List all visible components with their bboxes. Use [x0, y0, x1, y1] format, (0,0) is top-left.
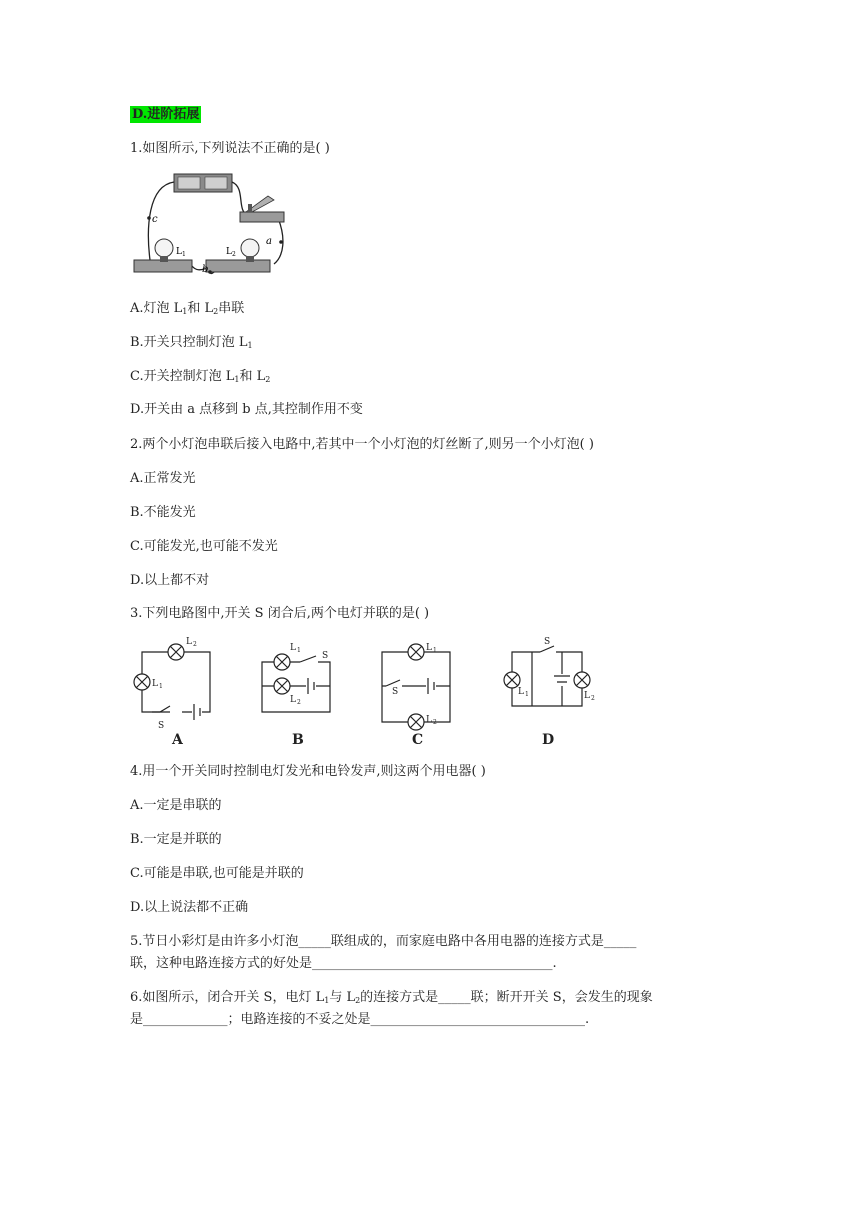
- svg-text:L: L: [290, 695, 296, 705]
- q4-stem: 4.用一个开关同时控制电灯发光和电铃发声,则这两个用电器( ): [130, 764, 486, 779]
- q6-line2: 是_____________；电路连接的不妥之处是_________________________________.: [130, 1012, 590, 1027]
- q1-option-c: C.开关控制灯泡 $L_1$和 $L_2$: [130, 369, 271, 384]
- q1-circuit-figure: [128, 168, 296, 280]
- svg-text:2: 2: [193, 641, 197, 648]
- q3-circuit-diagrams: [130, 636, 610, 748]
- svg-text:L: L: [518, 687, 524, 697]
- q6-line1: 6.如图所示，闭合开关 S，电灯 $L_1$与 $L_2$的连接方式是_____联；断开开关 S，会发生的现象: [130, 990, 653, 1005]
- q1-label-L1: $L_1$: [176, 247, 186, 258]
- q1-stem: 1.如图所示,下列说法不正确的是( ): [130, 141, 330, 156]
- svg-text:L: L: [152, 679, 158, 689]
- svg-text:1: 1: [525, 691, 529, 698]
- q1-label-L2: $L_2$: [226, 247, 236, 258]
- q1-option-d: D.开关由 a 点移到 b 点,其控制作用不变: [130, 402, 363, 417]
- q3-caption-c: C: [412, 732, 424, 748]
- svg-text:2: 2: [433, 719, 437, 726]
- q2-option-b: B.不能发光: [130, 505, 196, 520]
- svg-text:L: L: [290, 643, 296, 653]
- q4-option-d: D.以上说法都不正确: [130, 900, 249, 915]
- svg-text:S: S: [544, 637, 551, 647]
- svg-text:1: 1: [297, 647, 301, 654]
- svg-text:S: S: [322, 651, 329, 661]
- q3-caption-d: D: [542, 732, 555, 748]
- svg-text:S: S: [158, 721, 165, 731]
- svg-text:L: L: [426, 643, 432, 653]
- q4-option-a: A.一定是串联的: [130, 798, 222, 813]
- q2-stem: 2.两个小灯泡串联后接入电路中,若其中一个小灯泡的灯丝断了,则另一个小灯泡( ): [130, 437, 594, 452]
- svg-text:L: L: [186, 637, 192, 647]
- q3-caption-b: B: [292, 732, 304, 748]
- q1-point-a: a: [266, 236, 272, 247]
- q2-option-a: A.正常发光: [130, 471, 196, 486]
- q4-option-c: C.可能是串联,也可能是并联的: [130, 866, 304, 881]
- svg-text:1: 1: [159, 683, 163, 690]
- q1-point-b: b: [202, 264, 209, 275]
- q1-option-b: B.开关只控制灯泡 $L_1$: [130, 335, 253, 350]
- svg-text:1: 1: [433, 647, 437, 654]
- q5-line1: 5.节日小彩灯是由许多小灯泡_____联组成的，而家庭电路中各用电器的连接方式是_____: [130, 934, 637, 949]
- q2-option-c: C.可能发光,也可能不发光: [130, 539, 278, 554]
- q5-line2: 联，这种电路连接方式的好处是_____________________________________.: [130, 956, 557, 971]
- q3-caption-a: A: [172, 732, 183, 748]
- svg-text:S: S: [392, 687, 399, 697]
- section-title: [130, 106, 201, 124]
- svg-text:2: 2: [591, 695, 595, 702]
- svg-text:L: L: [426, 715, 432, 725]
- q1-point-c: c: [152, 214, 158, 225]
- q3-stem: 3.下列电路图中,开关 S 闭合后,两个电灯并联的是( ): [130, 606, 430, 621]
- q2-option-d: D.以上都不对: [130, 573, 210, 588]
- section-tag: D.进阶拓展: [132, 107, 200, 122]
- q4-option-b: B.一定是并联的: [130, 832, 222, 847]
- svg-text:L: L: [584, 691, 590, 701]
- q1-option-a: A.灯泡 $L_1$和 $L_2$串联: [130, 301, 245, 316]
- svg-text:2: 2: [297, 699, 301, 706]
